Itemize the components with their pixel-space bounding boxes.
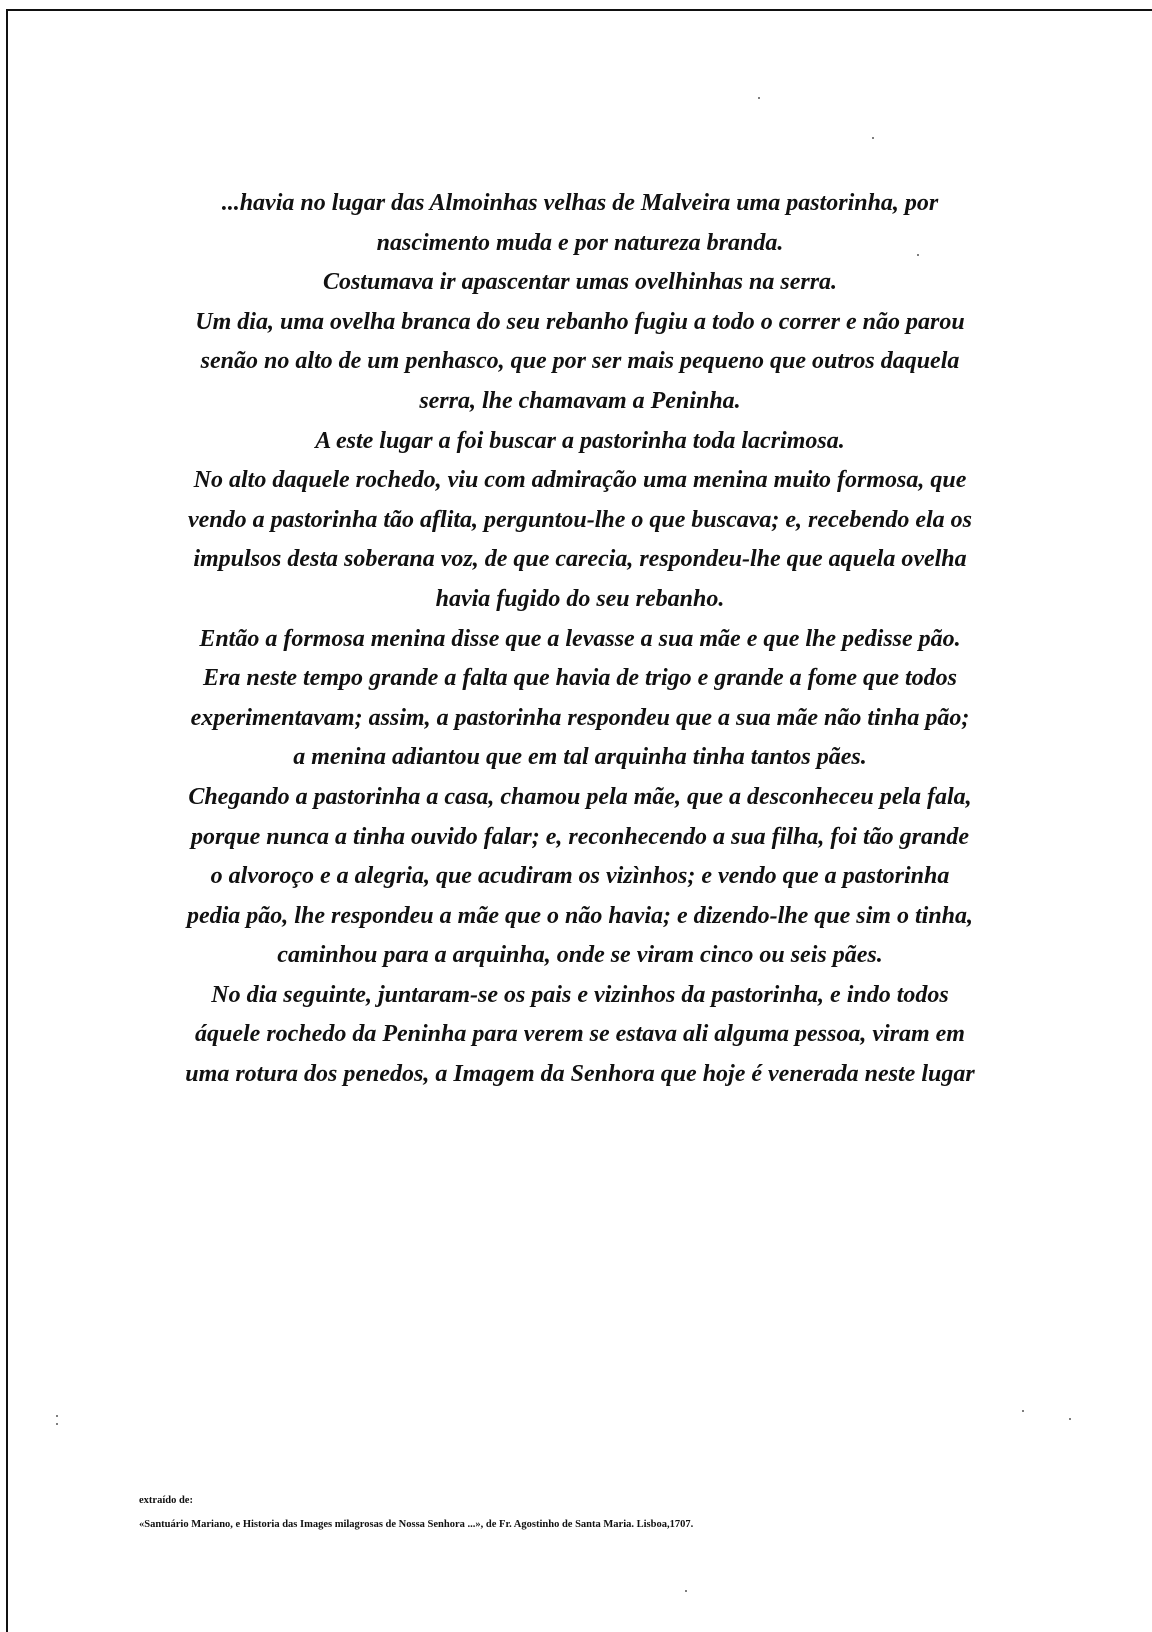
scan-speck (872, 137, 874, 139)
passage-line: No alto daquele rochedo, viu com admiração uma menina muito formosa, que (193, 467, 967, 494)
passage-line: serra, lhe chamavam a Peninha. (419, 387, 741, 414)
passage-line: Era neste tempo grande a falta que havia de trigo e grande a fome que todos (203, 665, 957, 692)
passage-line: pedia pão, lhe respondeu a mãe que o não havia; e dizendo-lhe que sim o tinha, (186, 902, 974, 929)
passage-line: a menina adiantou que em tal arquinha tinha tantos pães. (293, 744, 867, 771)
passage-line: Costumava ir apascentar umas ovelhinhas na serra. (322, 269, 838, 296)
passage-line: ...havia no lugar das Almoinhas velhas de Malveira uma pastorinha, por (221, 190, 939, 216)
passage-line: experimentavam; assim, a pastorinha respondeu que a sua mãe não tinha pão; (190, 704, 970, 731)
scan-speck (1022, 1410, 1024, 1412)
passage-line: havia fugido do seu rebanho. (435, 585, 725, 612)
page-border-top (6, 9, 1152, 11)
passage-line: senão no alto de um penhasco, que por ser mais pequeno que outros daquela (200, 348, 960, 375)
source-label: extraído de: (139, 1495, 193, 1506)
scan-speck (917, 254, 919, 256)
scan-speck (758, 97, 760, 99)
legend-passage (90, 184, 1070, 1095)
scan-speck (1069, 1418, 1071, 1420)
passage-line: Chegando a pastorinha a casa, chamou pela mãe, que a desconheceu pela fala, (188, 783, 972, 810)
scan-speck (685, 1590, 687, 1592)
passage-line: vendo a pastorinha tão aflita, perguntou-lhe o que buscava; e, recebendo ela os (188, 506, 972, 533)
passage-line: uma rotura dos penedos, a Imagem da Senhora que hoje é venerada neste lugar (185, 1061, 975, 1088)
passage-line: porque nunca a tinha ouvido falar; e, reconhecendo a sua filha, foi tão grande (190, 823, 970, 850)
source-citation (139, 1494, 693, 1532)
source-reference: «Santuário Mariano, e Historia das Images milagrosas de Nossa Senhora ...», de Fr. Agostinho de Santa Maria. Lisboa,1707. (139, 1519, 694, 1530)
passage-line: nascimento muda e por natureza branda. (376, 229, 784, 256)
passage-line: Um dia, uma ovelha branca do seu rebanho fugiu a todo o correr e não parou (195, 308, 965, 335)
passage-line: Então a formosa menina disse que a levasse a sua mãe e que lhe pedisse pão. (199, 625, 961, 652)
passage-line: A este lugar a foi buscar a pastorinha toda lacrimosa. (315, 427, 845, 454)
scan-speck (56, 1423, 58, 1425)
passage-line: o alvoroço e a alegria, que acudiram os vizìnhos; e vendo que a pastorinha (210, 863, 950, 890)
passage-line: áquele rochedo da Peninha para verem se estava ali alguma pessoa, viram em (195, 1021, 965, 1048)
page-border-left (6, 9, 8, 1632)
passage-line: caminhou para a arquinha, onde se viram cinco ou seis pães. (277, 942, 883, 969)
passage-line: impulsos desta soberana voz, de que carecia, respondeu-lhe que aquela ovelha (193, 546, 967, 573)
scan-speck (56, 1415, 58, 1417)
passage-line: No dia seguinte, juntaram-se os pais e vizinhos da pastorinha, e indo todos (211, 981, 949, 1008)
